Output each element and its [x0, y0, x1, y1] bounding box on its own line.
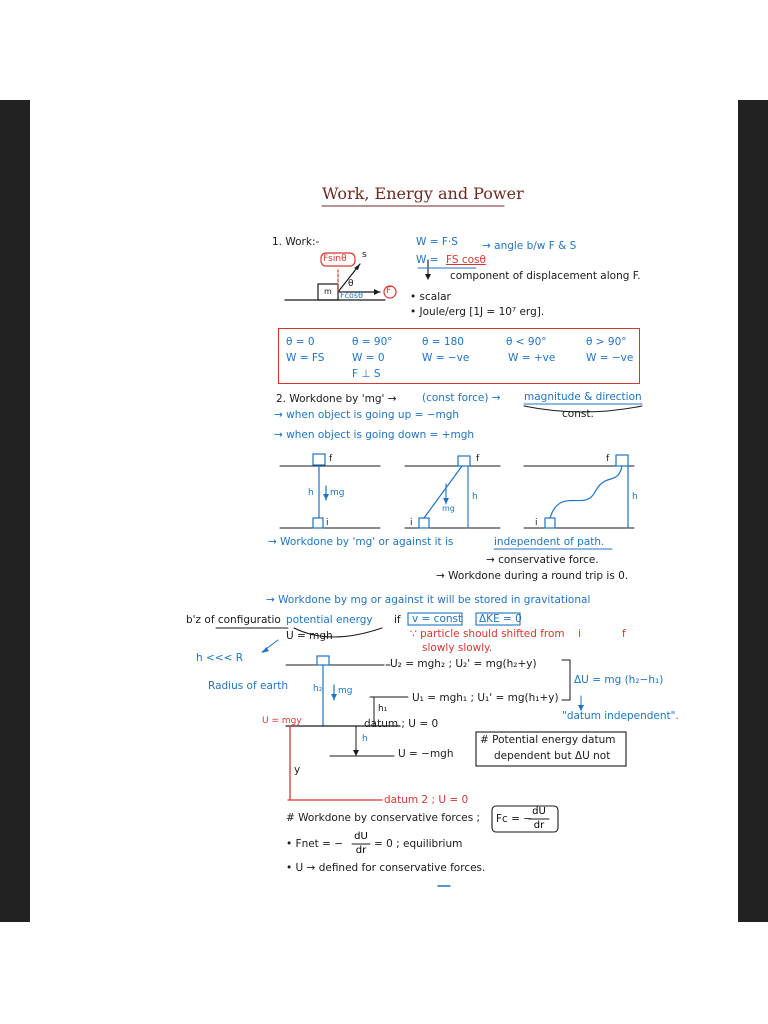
mg-heading-const: const. — [562, 408, 594, 420]
fc-numerator: dU — [532, 806, 546, 817]
mg-heading: 2. Workdone by 'mg' → — [276, 393, 397, 405]
diag1-mg-label: mg — [330, 488, 345, 498]
component-note: component of displacement along F. — [450, 270, 641, 282]
diag2-final-label: f — [476, 454, 480, 464]
page-title: Work, Energy and Power — [322, 184, 524, 203]
bullet-scalar: • scalar — [410, 291, 451, 303]
case-4-angle: θ > 90° — [586, 336, 627, 348]
datum-independent-note: "datum independent". — [562, 710, 679, 722]
fnet-rhs: = 0 ; equilibrium — [374, 838, 463, 850]
conservative-force-note: → conservative force. — [486, 554, 599, 566]
pe-u-const: v = const — [412, 613, 463, 625]
mg-going-up: → when object is going up = −mgh — [274, 409, 460, 421]
h2-label: h₂ — [313, 684, 323, 694]
slowly-note-2: slowly slowly. — [422, 642, 493, 654]
path-independence-prefix: → Workdone by 'mg' or against it is — [268, 536, 454, 548]
mg-arrow-label: mg — [338, 686, 353, 696]
pe-label: potential energy — [286, 614, 373, 626]
case-1-angle: θ = 90° — [352, 336, 393, 348]
h-below-datum-label: h — [362, 734, 368, 744]
case-3-work: W = +ve — [508, 352, 556, 364]
case-0-angle: θ = 0 — [286, 336, 315, 348]
case-2-work: W = −ve — [422, 352, 470, 364]
slowly-note-1: ∵ particle should shifted from — [410, 628, 565, 640]
diag2-initial-label: i — [410, 518, 413, 528]
path-independence-underlined: independent of path. — [494, 536, 605, 548]
work-eq-2-prefix: W = — [416, 254, 439, 266]
mg-heading-const-force: (const force) → — [422, 392, 501, 404]
fnet-denominator: dr — [355, 845, 367, 856]
u-mgy: U = mgy — [262, 716, 302, 726]
slowly-note-i: i — [578, 628, 581, 640]
radius-of-earth: Radius of earth — [208, 680, 288, 692]
fnet-lhs: • Fnet = − — [286, 838, 344, 850]
pe-stored-note: → Workdone by mg or against it will be stored in gravitational — [266, 594, 591, 606]
delta-u-equation: ΔU = mg (h₂−h₁) — [574, 674, 664, 686]
datum-2-label: datum 2 ; U = 0 — [384, 794, 469, 806]
h-much-less-than-r: h <<< R — [196, 652, 244, 664]
bullet-unit: • Joule/erg [1J = 10⁷ erg]. — [410, 306, 545, 318]
diag1-final-label: f — [329, 454, 333, 464]
u-negative-mgh: U = −mgh — [398, 748, 454, 760]
conservative-workdone: # Workdone by conservative forces ; — [286, 812, 481, 824]
right-dark-border — [738, 100, 768, 922]
y-label: y — [294, 764, 301, 776]
diag1-height-label: h — [308, 488, 314, 498]
fnet-numerator: dU — [354, 831, 368, 842]
pe-datum-note-1: # Potential energy datum — [480, 734, 616, 746]
angle-note: → angle b/w F & S — [482, 240, 577, 252]
fcos-label: Fcosθ — [340, 291, 363, 300]
diag2-mg-label: mg — [442, 504, 455, 513]
work-eq-2-boxed: FS cosθ — [446, 254, 486, 266]
case-4-work: W = −ve — [586, 352, 634, 364]
case-1-extra: F ⊥ S — [352, 368, 381, 380]
mg-going-down: → when object is going down = +mgh — [274, 429, 475, 441]
round-trip-note: → Workdone during a round trip is 0. — [436, 570, 629, 582]
fsin-label: Fsinθ — [323, 254, 347, 264]
work-eq-1: W = F·S — [416, 236, 458, 248]
work-heading: 1. Work:- — [272, 236, 320, 248]
diag3-final-label: f — [606, 454, 610, 464]
slowly-note-f: f — [622, 628, 626, 640]
theta-label: θ — [348, 279, 354, 289]
configuration-note: b'z of configuratio — [186, 614, 281, 626]
pe-delta-ke: ΔKE = 0 — [479, 613, 522, 625]
mg-heading-magnitude: magnitude & direction — [524, 391, 642, 403]
diag1-initial-label: i — [326, 518, 329, 528]
fc-denominator: dr — [533, 820, 545, 831]
case-2-angle: θ = 180 — [422, 336, 464, 348]
datum-1-label: datum ; U = 0 — [364, 718, 439, 730]
diag2-height-label: h — [472, 492, 478, 502]
case-1-work: W = 0 — [352, 352, 385, 364]
u1-equation: U₁ = mgh₁ ; U₁' = mg(h₁+y) — [412, 692, 559, 704]
u-mgh: U = mgh — [286, 630, 333, 642]
force-label: F — [386, 286, 392, 296]
h1-label: h₁ — [378, 704, 388, 714]
fc-lhs: Fc = − — [496, 813, 533, 825]
u2-equation: U₂ = mgh₂ ; U₂' = mg(h₂+y) — [390, 658, 537, 670]
displacement-label: s — [362, 250, 367, 260]
left-dark-border — [0, 100, 30, 922]
diag3-height-label: h — [632, 492, 638, 502]
case-0-work: W = FS — [286, 352, 325, 364]
handwritten-note-page — [30, 100, 738, 922]
case-3-angle: θ < 90° — [506, 336, 547, 348]
diag3-initial-label: i — [535, 518, 538, 528]
u-defined-note: • U → defined for conservative forces. — [286, 862, 486, 874]
pe-datum-note-2: dependent but ΔU not — [494, 750, 611, 762]
pe-if: if — [394, 614, 401, 626]
block-mass-label: m — [324, 287, 332, 296]
